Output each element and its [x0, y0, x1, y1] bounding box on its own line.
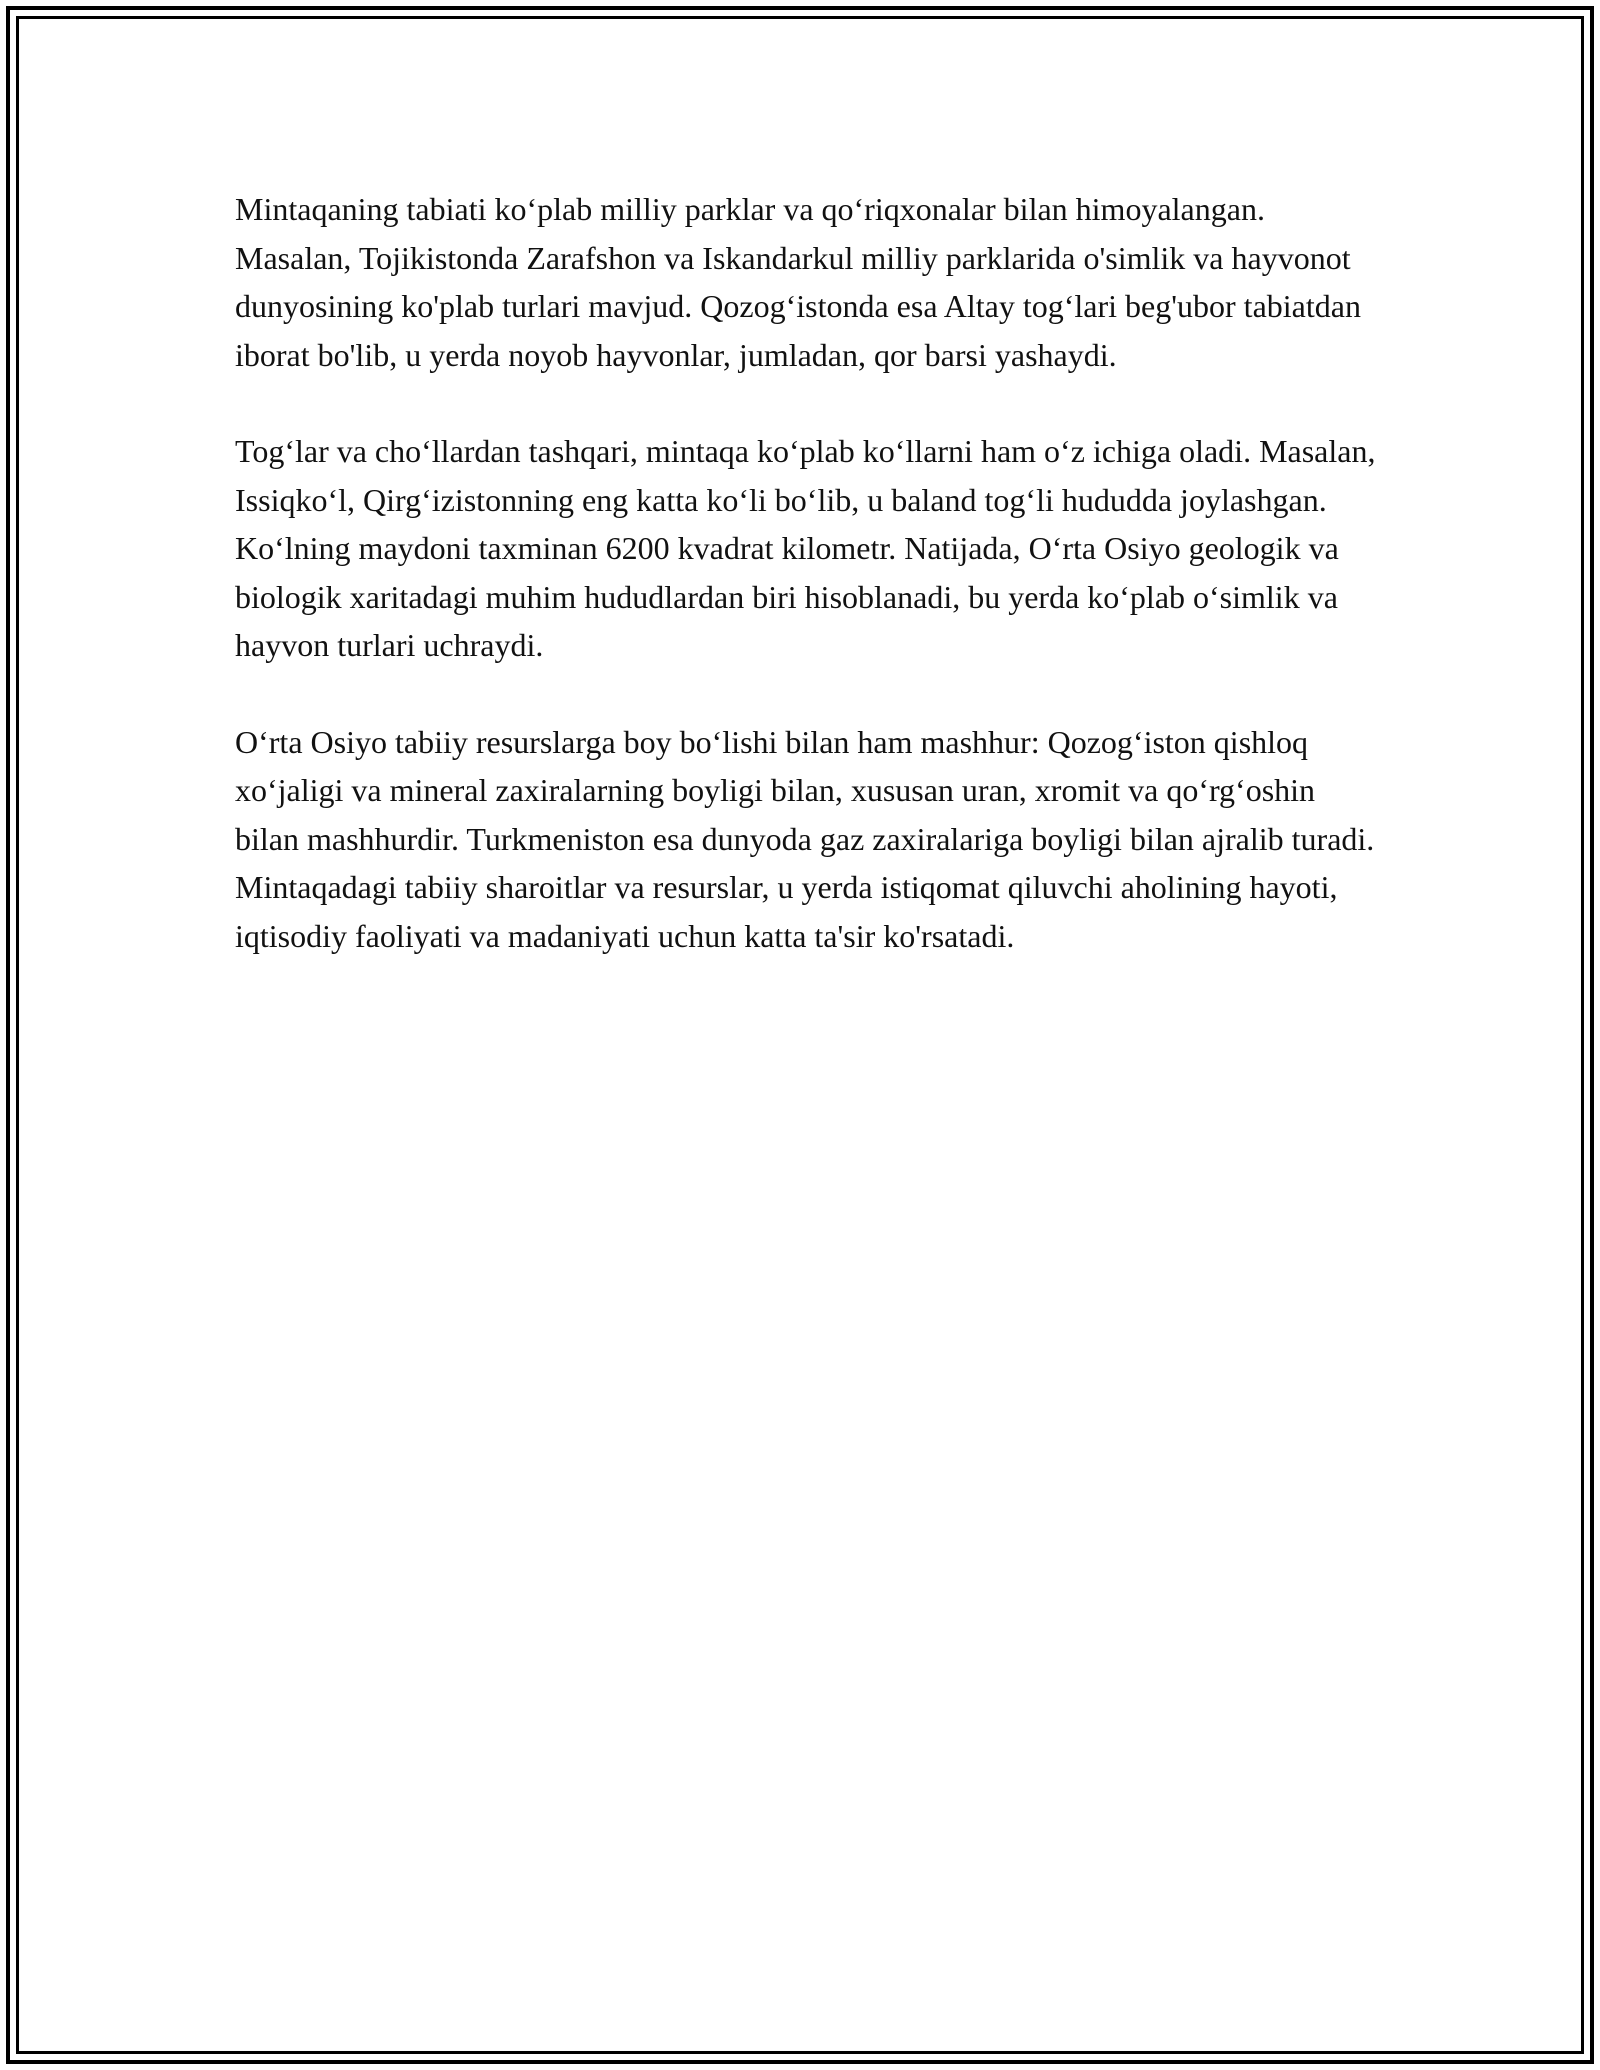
document-body [235, 185, 1385, 1008]
paragraph-lakes: Tog‘lar va cho‘llardan tashqari, mintaqa ko‘plab ko‘llarni ham o‘z ichiga oladi. Masalan, Issiqko‘l, Qirg‘izistonning eng katta ko‘li bo‘lib, u baland tog‘li hududda joylashgan. Ko‘lning maydoni taxminan 6200 kvadrat kilometr. Natijada, O‘rta Osiyo geologik va biologik xaritadagi muhim hududlardan biri hisoblanadi, bu yerda ko‘plab o‘simlik va hayvon turlari uchraydi. [235, 433, 1376, 663]
paragraph-national-parks: Mintaqaning tabiati ko‘plab milliy parklar va qo‘riqxonalar bilan himoyalangan. Masalan, Tojikistonda Zarafshon va Iskandarkul milliy parklarida o'simlik va hayvonot dunyosining ko'plab turlari mavjud. Qozog‘istonda esa Altay tog‘lari beg'ubor tabiatdan iborat bo'lib, u yerda noyob hayvonlar, jumladan, qor barsi yashaydi. [235, 191, 1361, 373]
paragraph-natural-resources: O‘rta Osiyo tabiiy resurslarga boy bo‘lishi bilan ham mashhur: Qozog‘iston qishloq xo‘jaligi va mineral zaxiralarning boyligi bilan, xususan uran, xromit va qo‘rg‘oshin bilan mashhurdir. Turkmeniston esa dunyoda gaz zaxiralariga boyligi bilan ajralib turadi. Mintaqadagi tabiiy sharoitlar va resurslar, u yerda istiqomat qiluvchi aholining hayoti, iqtisodiy faoliyati va madaniyati uchun katta ta'sir ko'rsatadi. [235, 723, 1375, 954]
